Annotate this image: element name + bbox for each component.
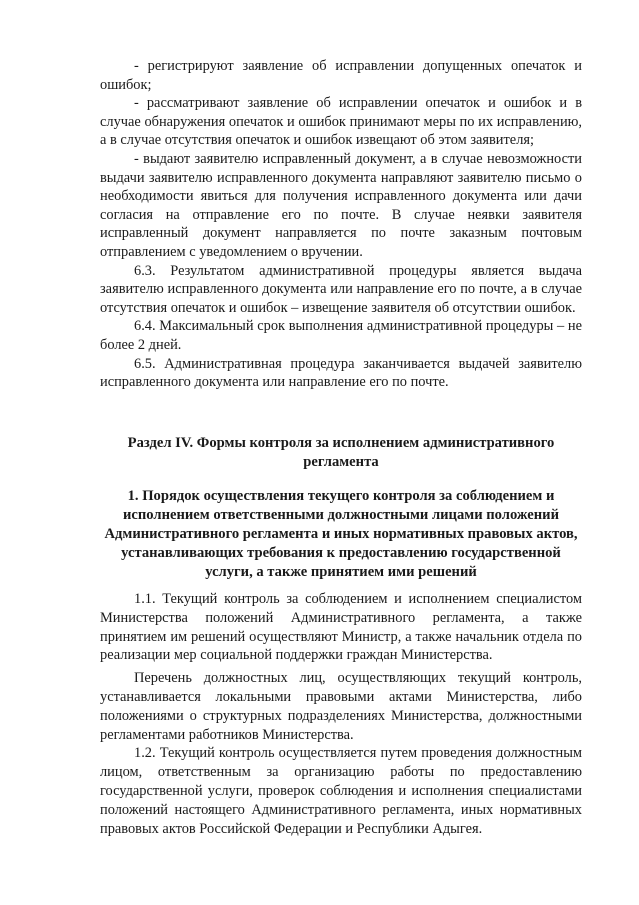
- section-heading: Раздел IV. Формы контроля за исполнением административного регламента: [127, 435, 555, 470]
- control-text-block: [100, 590, 582, 838]
- paragraph-review: - рассматривают заявление об исправлении опечаток и ошибок и в случае обнаружения опечаток и ошибок принимают меры по их исправлению, а в случае отсутствия опечаток и ошибок извещают об этом заявителя;: [100, 95, 582, 149]
- paragraph-1-1: 1.1. Текущий контроль за соблюдением и исполнением специалистом Министерства положений Административного регламента, а также принятием им решений осуществляют Министр, а также начальник отдела по реализации мер социальной поддержки граждан Министерства.: [100, 591, 582, 664]
- paragraph-issue: - выдают заявителю исправленный документ, а в случае невозможности выдачи заявителю исправленного документа направляют заявителю письмо о необходимости явиться для получения исправленного документа или дачи согласия на отправление его по почте. В случае неявки заявителя исправленный документ направляется по почте заказным почтовым отправлением с уведомлением о вручении.: [100, 150, 582, 260]
- procedure-text-block: [100, 57, 582, 392]
- paragraph-6-4: 6.4. Максимальный срок выполнения административной процедуры – не более 2 дней.: [100, 318, 582, 353]
- paragraph-6-5: 6.5. Административная процедура заканчивается выдачей заявителю исправленного документа или направление его по почте.: [100, 355, 582, 391]
- paragraph-6-3: 6.3. Результатом административной процедуры является выдача заявителю исправленного документа или направление его по почте, а в случае отсутствия опечаток и ошибок – извещение заявителя об отсутствии ошибок.: [100, 262, 582, 316]
- sub-heading: 1. Порядок осуществления текущего контроля за соблюдением и исполнением ответственными должностными лицами положений Административного регламента и иных нормативных правовых актов, устанавливающих требования к предоставлению государственной услуги, а также принятием ими решений: [104, 488, 578, 580]
- paragraph-register: - регистрируют заявление об исправлении допущенных опечаток и ошибок;: [100, 58, 582, 93]
- paragraph-officials-list: Перечень должностных лиц, осуществляющих текущий контроль, устанавливается локальными правовыми актами Министерства, либо положениями о структурных подразделениях Министерства, должностными регламентами работников Министерства.: [100, 670, 582, 743]
- paragraph-1-2: 1.2. Текущий контроль осуществляется путем проведения должностным лицом, ответственным за организацию работы по предоставлению государственной услуги, проверок соблюдения и исполнения специалистами положений настоящего Административного регламента, иных нормативных правовых актов Российской Федерации и Республики Адыгея.: [100, 745, 582, 837]
